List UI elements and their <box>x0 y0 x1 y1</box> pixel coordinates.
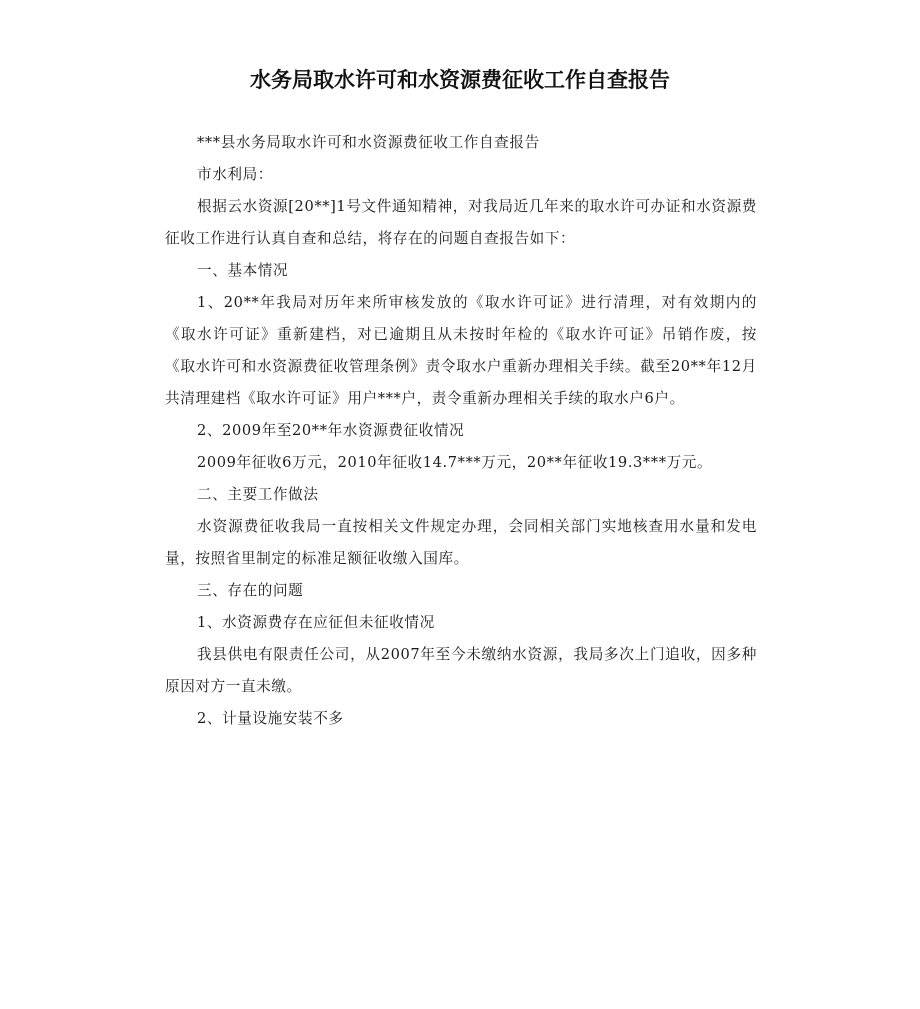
basic-situation-item-1: 1、20**年我局对历年来所审核发放的《取水许可证》进行清理，对有效期内的《取水许可证》重新建档，对已逾期且从未按时年检的《取水许可证》吊销作废，按《取水许可和水资源费征收管理条例》责令取水户重新办理相关手续。截至20**年12月共清理建档《取水许可证》用户***户，责令重新办理相关手续的取水户6户。 <box>165 294 757 407</box>
section-heading-basic-situation: 一、基本情况 <box>197 262 289 279</box>
main-work-paragraph: 水资源费征收我局一直按相关文件规定办理，会同相关部门实地核查用水量和发电量，按照省里制定的标准足额征收缴入国库。 <box>165 518 757 567</box>
problem-item-1-heading: 1、水资源费存在应征但未征收情况 <box>197 614 435 631</box>
section-heading-problems: 三、存在的问题 <box>197 582 304 599</box>
fee-collection-figures: 2009年征收6万元，2010年征收14.7***万元，20**年征收19.3***万元。 <box>197 454 713 471</box>
basic-situation-item-2-heading: 2、2009年至20**年水资源费征收情况 <box>197 422 465 439</box>
problem-item-2-heading: 2、计量设施安装不多 <box>197 710 344 727</box>
section-heading-main-work: 二、主要工作做法 <box>197 486 319 503</box>
problem-item-1-paragraph: 我县供电有限责任公司，从2007年至今未缴纳水资源，我局多次上门追收，因多种原因对方一直未缴。 <box>165 646 757 695</box>
report-heading-line: ***县水务局取水许可和水资源费征收工作自查报告 <box>197 134 540 151</box>
intro-paragraph: 根据云水资源[20**]1号文件通知精神，对我局近几年来的取水许可办证和水资源费征收工作进行认真自查和总结，将存在的问题自查报告如下： <box>165 198 757 247</box>
document-title: 水务局取水许可和水资源费征收工作自查报告 <box>250 68 670 92</box>
document-body <box>165 127 757 735</box>
addressee: 市水利局： <box>197 166 273 183</box>
